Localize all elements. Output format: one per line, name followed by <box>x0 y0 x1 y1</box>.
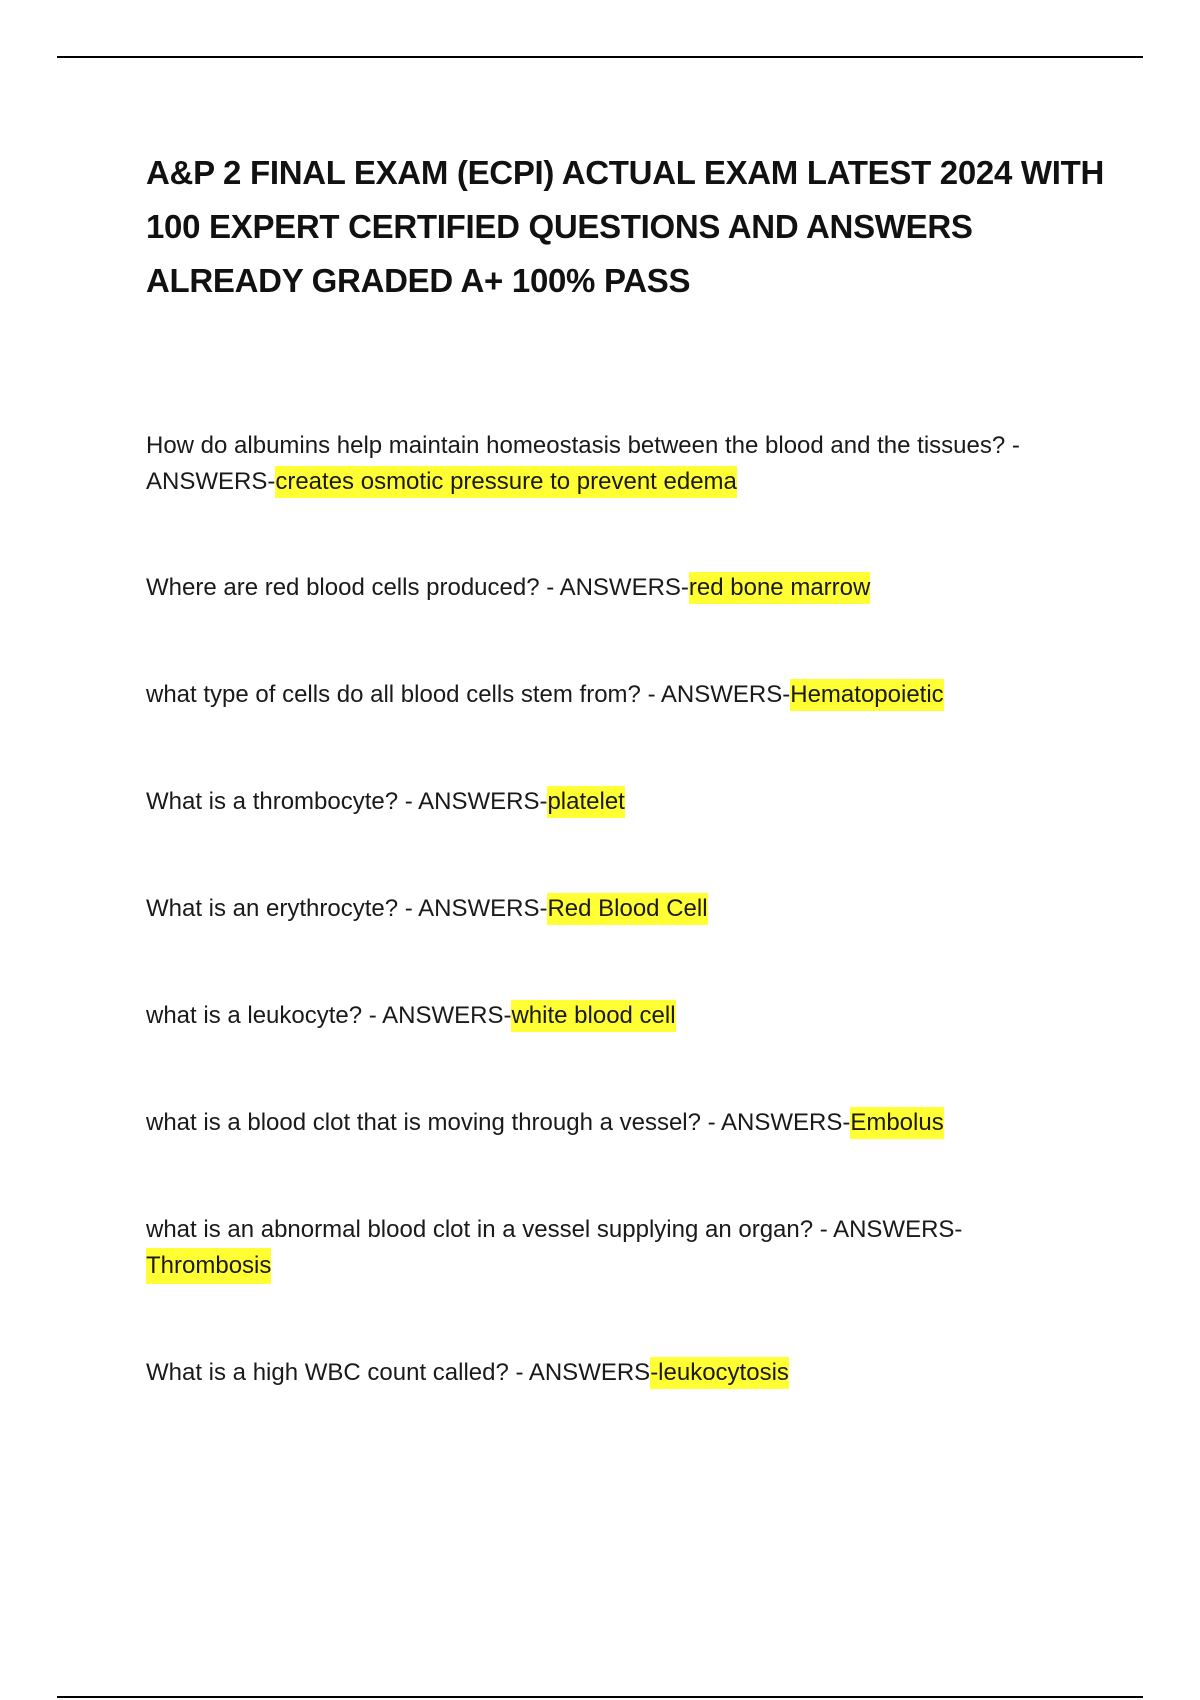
qa-item <box>146 891 1086 927</box>
answer-highlight: red bone marrow <box>689 572 870 604</box>
qa-item <box>146 428 1086 500</box>
answer-highlight: Hematopoietic <box>790 679 943 711</box>
question-text: What is a high WBC count called? - ANSWERS <box>146 1359 651 1386</box>
qa-item <box>146 998 1086 1034</box>
qa-item <box>146 570 1086 606</box>
answer-highlight: Thrombosis <box>146 1248 271 1284</box>
answer-highlight: Red Blood Cell <box>547 893 707 925</box>
qa-item <box>146 677 1086 713</box>
question-text: What is an erythrocyte? - ANSWERS- <box>146 895 548 922</box>
bottom-rule <box>57 1696 1143 1698</box>
answer-highlight: creates osmotic pressure to prevent edema <box>275 466 737 498</box>
answer-highlight: platelet <box>547 786 624 818</box>
question-text: what is an abnormal blood clot in a vessel supplying an organ? - ANSWERS- <box>146 1216 963 1243</box>
answer-highlight: white blood cell <box>511 1000 675 1032</box>
document-title: A&P 2 FINAL EXAM (ECPI) ACTUAL EXAM LATEST 2024 WITH 100 EXPERT CERTIFIED QUESTIONS AND ANSWERS ALREADY GRADED A+ 100% PASS <box>146 154 1104 299</box>
answer-highlight: Embolus <box>850 1107 943 1139</box>
answer-highlight: -leukocytosis <box>650 1357 789 1389</box>
question-text: what is a blood clot that is moving through a vessel? - ANSWERS- <box>146 1109 851 1136</box>
question-text: Where are red blood cells produced? - ANSWERS- <box>146 574 689 601</box>
question-text: What is a thrombocyte? - ANSWERS- <box>146 788 548 815</box>
question-text: what type of cells do all blood cells stem from? - ANSWERS- <box>146 681 791 708</box>
question-text: what is a leukocyte? - ANSWERS- <box>146 1002 512 1029</box>
qa-item <box>146 1355 1086 1391</box>
qa-item <box>146 1105 1086 1141</box>
top-rule <box>57 56 1143 58</box>
qa-item <box>146 784 1086 820</box>
qa-item <box>146 1212 1086 1284</box>
question-text: How do albumins help maintain homeostasis between the blood and the tissues? - ANSWERS- <box>146 432 1020 495</box>
